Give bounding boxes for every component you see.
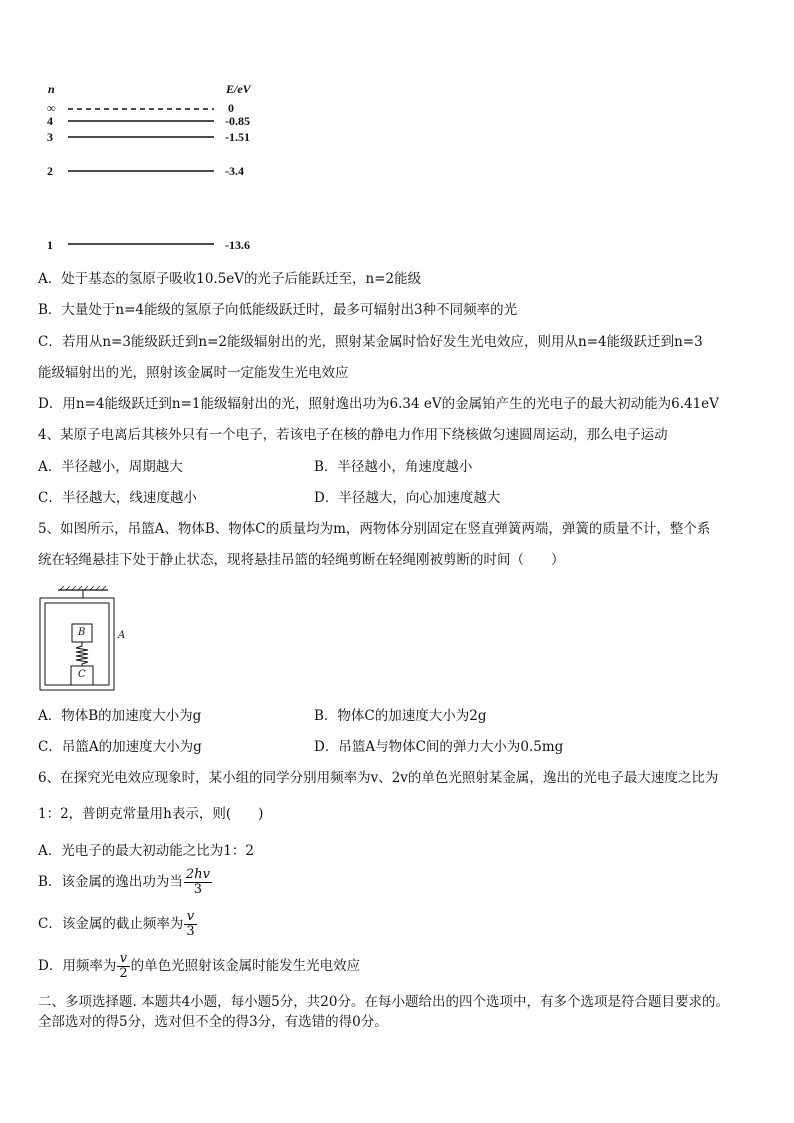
q5-option-b: B．物体C的加速度大小为2g [314,708,487,724]
q3-option-c-line2: 能级辐射出的光，照射该金属时一定能发生光电效应 [38,365,349,381]
q5-option-d: D．吊篮A与物体C间的弹力大小为0.5mg [314,739,564,755]
q4-option-a: A．半径越小，周期越大 [38,459,183,475]
label-a: A [118,630,126,641]
q5-option-a: A．物体B的加速度大小为g [38,708,202,724]
level-energy-1: -13.6 [225,238,250,252]
label-c: C [78,669,86,680]
q6-stem-line2: 1：2，普朗克常量用h表示，则( ) [38,806,264,822]
level-label-inf: ∞ [47,101,56,115]
q4-option-c: C．半径越大，线速度越小 [38,490,197,506]
q3-option-a: A．处于基态的氢原子吸收10.5eV的光子后能跃迁至，n=2能级 [38,271,422,287]
q4-stem: 4、某原子电离后其核外只有一个电子，若该电子在核的静电力作用下绕核做匀速圆周运动，那么电子运动 [38,427,668,443]
q6-b-numerator: 2hv [185,867,210,882]
q6-option-b-text: B．该金属的逸出功为当 [38,874,183,890]
q6-option-b [38,868,213,897]
q6-option-d [38,952,360,981]
q6-c-denominator: 3 [186,924,195,939]
q6-option-d-text2: 的单色光照射该金属时能发生光电效应 [130,958,361,974]
level-label-2: 2 [47,164,53,178]
level-label-3: 3 [47,130,53,144]
q6-option-c-text: C．该金属的截止频率为 [38,916,184,932]
level-label-1: 1 [47,238,53,252]
q4-option-b: B．半径越小，角速度越小 [314,459,473,475]
q6-b-denominator: 3 [193,882,203,897]
level-energy-2: -3.4 [225,164,244,178]
q6-option-a: A．光电子的最大初动能之比为1：2 [38,843,254,859]
label-b: B [78,627,86,638]
q5-stem-line2: 统在轻绳悬挂下处于静止状态，现将悬挂吊篮的轻绳剪断在轻绳刚被剪断的时间（ ） [38,552,565,568]
q5-stem-line1: 5、如图所示，吊篮A、物体B、物体C的质量均为m，两物体分别固定在竖直弹簧两端，弹簧的质量不计，整个系 [38,521,711,537]
q5-option-c: C．吊篮A的加速度大小为g [38,739,202,755]
q6-d-numerator: v [117,952,129,967]
q6-d-denominator: 2 [119,966,128,981]
spring [76,642,88,666]
level-energy-4: -0.85 [225,114,250,128]
q6-option-d-text1: D．用频率为 [38,958,117,974]
q3-option-c-line1: C．若用从n=3能级跃迁到n=2能级辐射出的光，照射某金属时恰好发生光电效应，则用从n=4能级跃迁到n=3 [38,334,703,350]
q6-option-c-fraction [184,910,196,939]
section2-instructions-line2: 全部选对的得5分，选对但不全的得3分，有选错的得0分。 [38,1014,388,1030]
q6-option-b-fraction [184,868,212,897]
section2-instructions-line1: 二、多项选择题. 本题共4小题，每小题5分，共20分。在每小题给出的四个选项中，有多个选项是符合题目要求的。 [38,994,729,1010]
e-axis-label: E/eV [226,82,251,96]
level-label-4: 4 [47,114,53,128]
q4-option-d: D．半径越大，向心加速度越大 [314,490,501,506]
q3-option-b: B．大量处于n=4能级的氢原子向低能级跃迁时，最多可辐射出3种不同频率的光 [38,302,518,318]
n-axis-label: n [48,82,55,96]
q3-option-d: D．用n=4能级跃迁到n=1能级辐射出的光，照射逸出功为6.34 eV的金属铂产生的光电子的最大初动能为6.41eV [38,396,719,412]
q6-c-numerator: v [184,910,196,925]
q6-option-c [38,910,198,939]
q6-stem-line1: 6、在探究光电效应现象时，某小组的同学分别用频率为v、2v的单色光照射某金属，逸出的光电子最大速度之比为 [38,770,719,786]
q6-option-d-fraction [117,952,129,981]
level-energy-inf: 0 [228,101,234,115]
level-energy-3: -1.51 [225,130,250,144]
